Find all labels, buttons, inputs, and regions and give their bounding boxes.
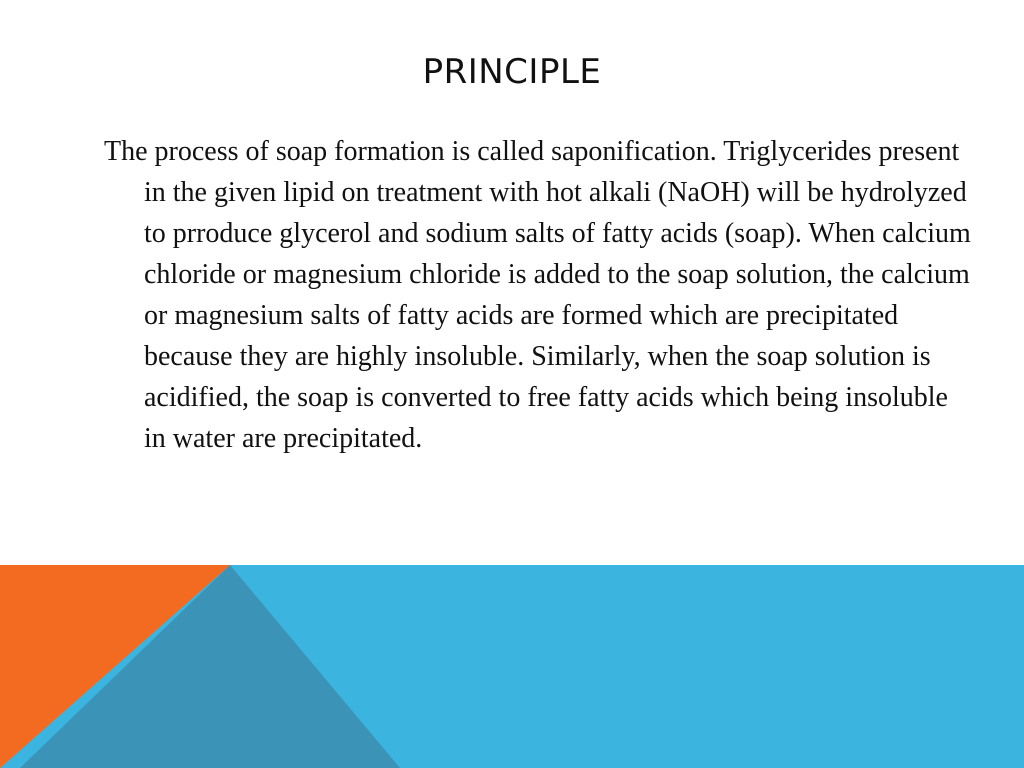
body-paragraph: The process of soap formation is called saponification. Triglycerides present in the given lipid on treatment with hot alkali (NaOH) will be hydrolyzed to prroduce glycerol and sodium salts of fatty acids (soap). When calcium chloride or magnesium chloride is added to the soap solution, the calcium or magnesium salts of fatty acids are formed which are precipitated because they are highly insoluble. Similarly, when the soap solution is acidified, the soap is converted to free fatty acids which being insoluble in water are precipitated. [104, 136, 971, 454]
decorative-banner [0, 565, 1024, 768]
slide-title: PRINCIPLE [422, 52, 602, 92]
